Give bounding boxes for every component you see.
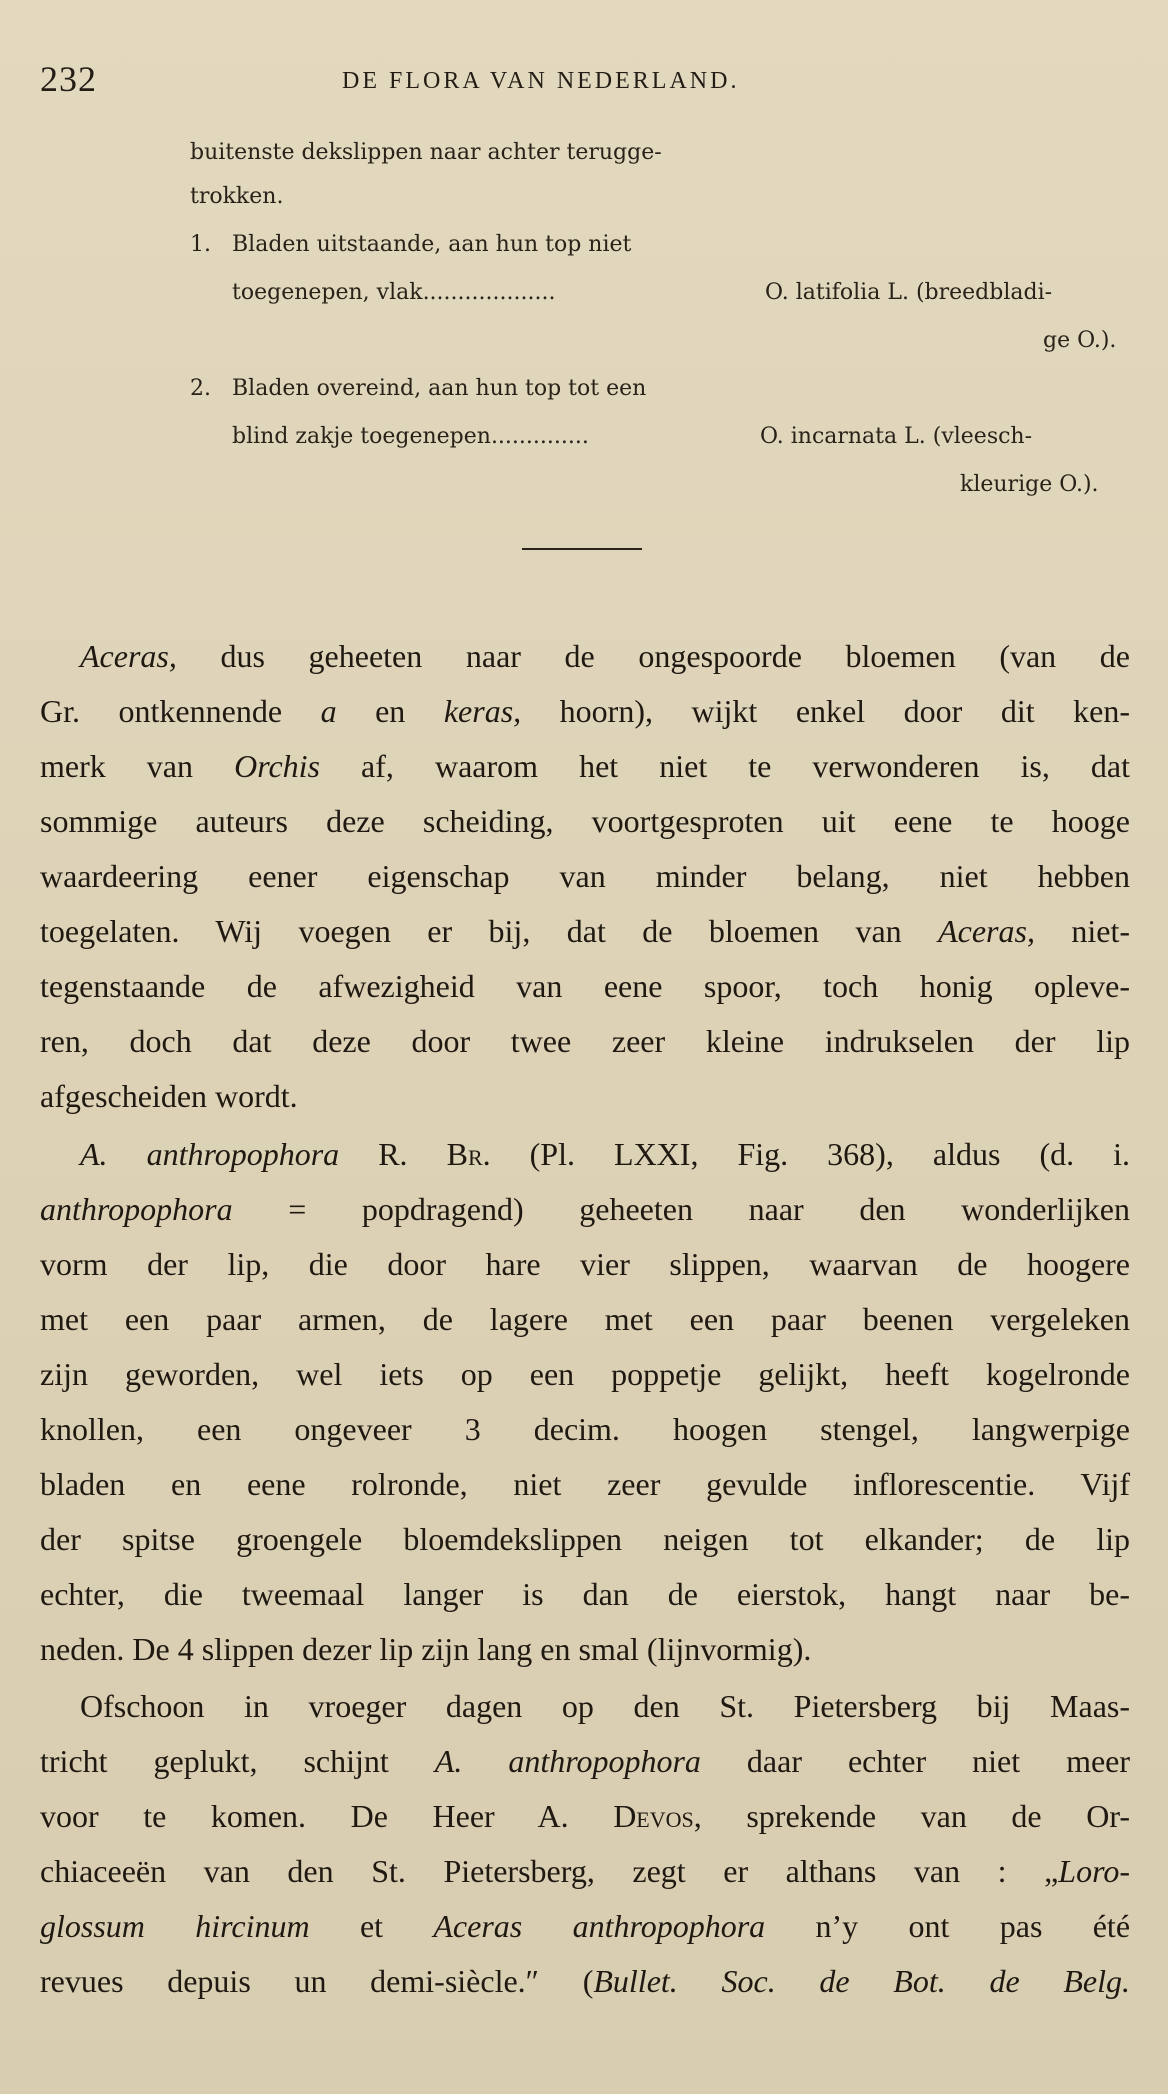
key-entry-2: 2. Bladen overeind, aan hun top tot een	[190, 376, 647, 401]
text-line: tricht geplukt, schijnt A. anthropophora daar echter niet meer	[40, 1743, 1131, 1779]
key-line: trokken.	[190, 184, 284, 209]
section-divider	[522, 548, 642, 550]
running-title: DE FLORA VAN NEDERLAND.	[342, 68, 740, 94]
text-line: glossum hircinum et Aceras anthropophora n’y ont pas été	[40, 1908, 1131, 1944]
text-line: echter, die tweemaal langer is dan de eierstok, hangt naar be-	[40, 1576, 1130, 1612]
text-line: merk van Orchis af, waarom het niet te verwonderen is, dat	[40, 748, 1131, 784]
text-line: waardeering eener eigenschap van minder belang, niet hebben	[40, 858, 1130, 894]
page-number: 232	[40, 59, 97, 99]
text-line: anthropophora = popdragend) geheeten naar den wonderlijken	[40, 1191, 1130, 1227]
text-line: tegenstaande de afwezigheid van eene spoor, toch honig opleve-	[40, 968, 1130, 1004]
key-line: buitenste dekslippen naar achter terugge-	[190, 140, 662, 165]
text-line: met een paar armen, de lagere met een paar beenen vergeleken	[40, 1301, 1130, 1337]
text-line: revues depuis un demi-siècle.″ (Bullet. Soc. de Bot. de Belg.	[40, 1963, 1131, 1999]
key-entry-1-line: toegenepen, vlak...................	[232, 280, 556, 305]
text-line: bladen en eene rolronde, niet zeer gevulde inflorescentie. Vijf	[40, 1466, 1130, 1502]
text-line: knollen, een ongeveer 3 decim. hoogen stengel, langwerpige	[40, 1411, 1130, 1447]
key-entry-2-line: blind zakje toegenepen..............	[232, 424, 589, 449]
text-line: der spitse groengele bloemdekslippen neigen tot elkander; de lip	[40, 1521, 1130, 1557]
text-line: vorm der lip, die door hare vier slippen, waarvan de hoogere	[40, 1246, 1130, 1282]
key-entry-1-taxon: O. latifolia L. (breedbladi-	[765, 280, 1053, 305]
text-line: Ofschoon in vroeger dagen op den St. Pietersberg bij Maas-	[80, 1688, 1130, 1724]
page-header	[40, 58, 1130, 108]
key-entry-2-continued: kleurige O.).	[960, 472, 1099, 497]
text-line: Gr. ontkennende a en keras, hoorn), wijkt enkel door dit ken-	[40, 693, 1131, 729]
text-line: ren, doch dat deze door twee zeer kleine indrukselen der lip	[40, 1023, 1130, 1059]
text-line: sommige auteurs deze scheiding, voortgesproten uit eene te hooge	[40, 803, 1130, 839]
text-line: Aceras, dus geheeten naar de ongespoorde bloemen (van de	[80, 638, 1130, 674]
text-line: voor te komen. De Heer A. Devos, sprekende van de Or-	[40, 1798, 1130, 1834]
text-line: A. anthropophora R. Br. (Pl. LXXI, Fig. 368), aldus (d. i.	[80, 1136, 1131, 1172]
text-line: toegelaten. Wij voegen er bij, dat de bloemen van Aceras, niet-	[40, 913, 1131, 949]
key-entry-1-continued: ge O.).	[1043, 328, 1117, 353]
text-line: afgescheiden wordt.	[40, 1078, 298, 1114]
text-line: chiaceeën van den St. Pietersberg, zegt er althans van : „Loro-	[40, 1853, 1130, 1889]
key-entry-2-taxon: O. incarnata L. (vleesch-	[760, 424, 1033, 449]
key-entry-1: 1. Bladen uitstaande, aan hun top niet	[190, 232, 632, 257]
text-line: zijn geworden, wel iets op een poppetje gelijkt, heeft kogelronde	[40, 1356, 1130, 1392]
text-line: neden. De 4 slippen dezer lip zijn lang en smal (lijnvormig).	[40, 1631, 812, 1667]
